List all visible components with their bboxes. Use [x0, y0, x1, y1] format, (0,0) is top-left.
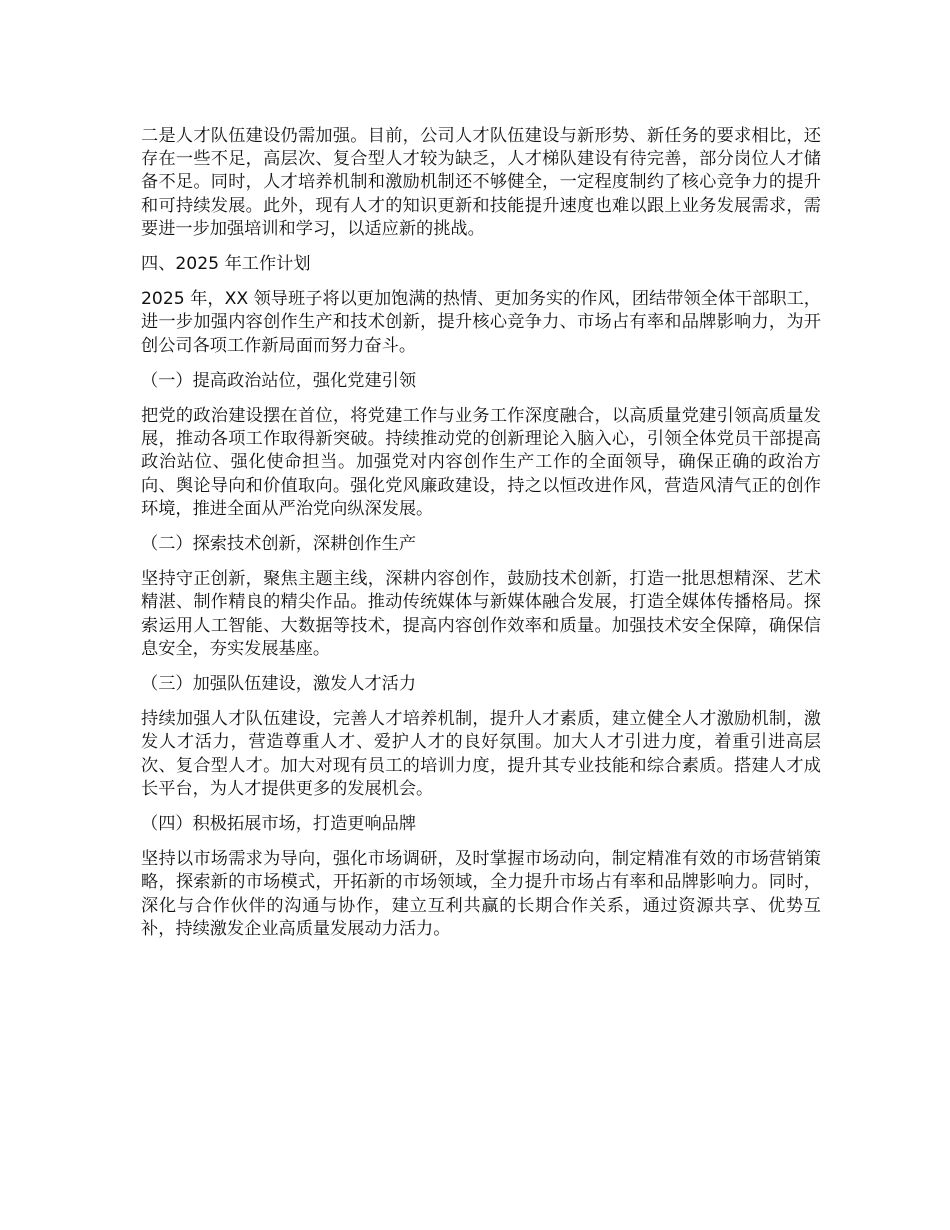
paragraph-talent-team-shortcomings: 二是人才队伍建设仍需加强。目前，公司人才队伍建设与新形势、新任务的要求相比，还存在一些不足，高层次、复合型人才较为缺乏，人才梯队建设有待完善，部分岗位人才储备不足。同时，人才培养机制和激励机制还不够健全，一定程度制约了核心竞争力的提升和可持续发展。此外，现有人才的知识更新和技能提升速度也难以跟上业务发展需求，需要进一步加强培训和学习，以适应新的挑战。: [141, 126, 821, 239]
document-body: [141, 125, 821, 953]
subheading-technology-innovation: （二）探索技术创新，深耕创作生产: [141, 534, 417, 555]
paragraph-2025-overview: 2025 年，XX 领导班子将以更加饱满的热情、更加务实的作风，团结带领全体干部职工，进一步加强内容创作生产和技术创新，提升核心竞争力、市场占有率和品牌影响力，为开创公司各项工作新局面而努力奋斗。: [141, 289, 821, 356]
subheading-political-stance: （一）提高政治站位，强化党建引领: [141, 370, 417, 391]
paragraph-team-building: 持续加强人才队伍建设，完善人才培养机制，提升人才素质，建立健全人才激励机制，激发人才活力，营造尊重人才、爱护人才的良好氛围。加大人才引进力度，着重引进高层次、复合型人才。加大对现有员工的培训力度，提升其专业技能和综合素质。搭建人才成长平台，为人才提供更多的发展机会。: [141, 709, 821, 799]
paragraph-technology-innovation: 坚持守正创新，聚焦主题主线，深耕内容创作，鼓励技术创新，打造一批思想精深、艺术精湛、制作精良的精尖作品。推动传统媒体与新媒体融合发展，打造全媒体传播格局。探索运用人工智能、大数据等技术，提高内容创作效率和质量。加强技术安全保障，确保信息安全，夯实发展基座。: [141, 569, 821, 659]
paragraph-market-expansion: 坚持以市场需求为导向，强化市场调研，及时掌握市场动向，制定精准有效的市场营销策略，探索新的市场模式，开拓新的市场领域，全力提升市场占有率和品牌影响力。同时，深化与合作伙伴的沟通与协作，建立互利共赢的长期合作关系，通过资源共享、优势互补，持续激发企业高质量发展动力活力。: [141, 849, 821, 939]
paragraph-party-building: 把党的政治建设摆在首位，将党建工作与业务工作深度融合，以高质量党建引领高质量发展，推动各项工作取得新突破。持续推动党的创新理论入脑入心，引领全体党员干部提高政治站位、强化使命担当。加强党对内容创作生产工作的全面领导，确保正确的政治方向、舆论导向和价值取向。强化党风廉政建设，持之以恒改进作风，营造风清气正的创作环境，推进全面从严治党向纵深发展。: [141, 406, 821, 519]
section-heading-2025-work-plan: 四、2025 年工作计划: [141, 254, 311, 275]
subheading-market-expansion: （四）积极拓展市场，打造更响品牌: [141, 814, 417, 835]
subheading-team-building: （三）加强队伍建设，激发人才活力: [141, 674, 417, 695]
